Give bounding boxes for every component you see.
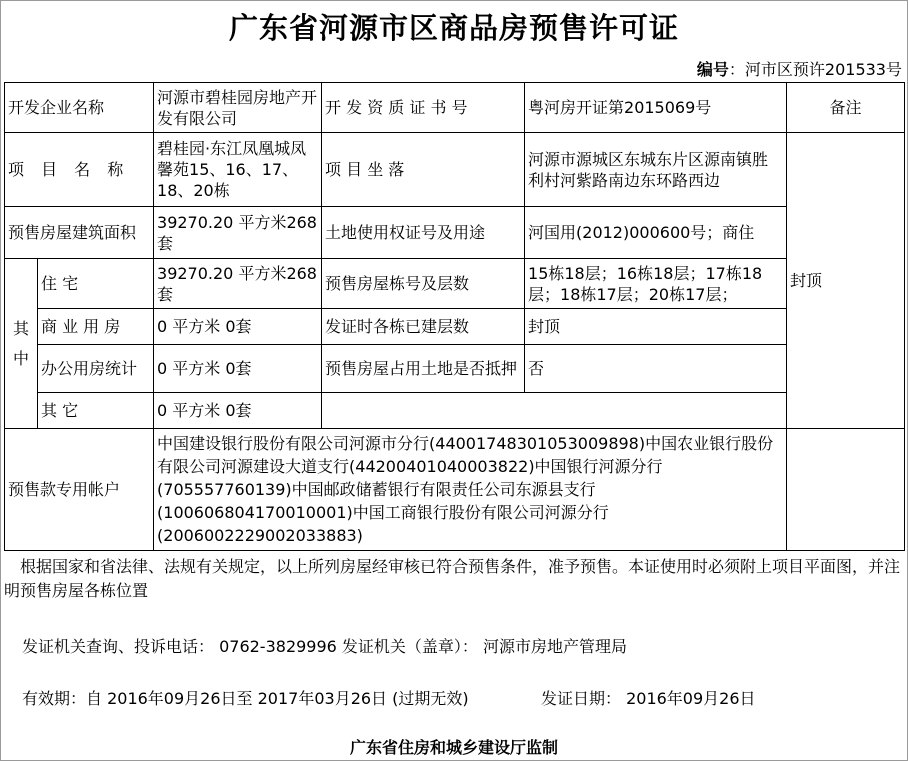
blank-cell bbox=[322, 393, 905, 429]
supervisor-footer: 广东省住房和城乡建设厅监制 bbox=[349, 738, 558, 757]
certificate-number-label: 编号 bbox=[696, 60, 729, 79]
commercial-label: 商 业 用 房 bbox=[38, 309, 154, 345]
land-cert-value: 河国用(2012)000600号；商住 bbox=[525, 207, 787, 259]
other-value: 0 平方米 0套 bbox=[154, 393, 322, 429]
contact-line: 发证机关查询、投诉电话： 0762-3829996 发证机关（盖章）： 河源市房地产管理局 bbox=[22, 637, 628, 656]
buildings-label: 预售房屋栋号及层数 bbox=[322, 259, 525, 309]
other-label: 其 它 bbox=[38, 393, 154, 429]
validity-line: 有效期：自 2016年09月26日至 2017年03月26日 (过期无效) bbox=[22, 689, 469, 708]
certificate-number-value: ：河市区预许201533号 bbox=[728, 60, 902, 79]
location-label: 项 目 坐 落 bbox=[322, 133, 525, 207]
qualification-label: 开 发 资 质 证 书 号 bbox=[322, 83, 525, 133]
presale-info-table bbox=[4, 82, 905, 551]
account-value: 中国建设银行股份有限公司河源市分行(44001748301053009898)中国农业银行股份有限公司河源建设大道支行(44200401040003822)中国银行河源分行(705557760139)中国邮政储蓄银行有限责任公司东源县支行(100606804170010001)中国工商银行股份有限公司河源分行(2006002229002033883) bbox=[154, 429, 787, 551]
remarks-value: 封顶 bbox=[787, 133, 905, 429]
built-floors-value: 封顶 bbox=[525, 309, 787, 345]
residential-label: 住 宅 bbox=[38, 259, 154, 309]
remarks-label: 备注 bbox=[787, 83, 905, 133]
certificate-title: 广东省河源市区商品房预售许可证 bbox=[228, 11, 679, 45]
presale-area-value: 39270.20 平方米268套 bbox=[154, 207, 322, 259]
office-label: 办公用房统计 bbox=[38, 345, 154, 393]
issue-date: 发证日期： 2016年09月26日 bbox=[541, 689, 756, 708]
account-label: 预售款专用帐户 bbox=[5, 429, 154, 551]
land-mortgage-value: 否 bbox=[525, 345, 787, 393]
residential-value: 39270.20 平方米268套 bbox=[154, 259, 322, 309]
presale-area-label: 预售房屋建筑面积 bbox=[5, 207, 154, 259]
approval-statement: 根据国家和省法律、法规有关规定，以上所列房屋经审核已符合预售条件，准予预售。本证使用时必须附上项目平面图，并注明预售房屋各栋位置 bbox=[4, 557, 901, 600]
built-floors-label: 发证时各栋已建层数 bbox=[322, 309, 525, 345]
developer-label: 开发企业名称 bbox=[5, 83, 154, 133]
office-value: 0 平方米 0套 bbox=[154, 345, 322, 393]
project-name-value: 碧桂园·东江凤凰城凤馨苑15、16、17、18、20栋 bbox=[154, 133, 322, 207]
project-name-label: 项 目 名 称 bbox=[5, 133, 154, 207]
buildings-value: 15栋18层；16栋18层；17栋18层；18栋17层；20栋17层； bbox=[525, 259, 787, 309]
land-cert-label: 土地使用权证号及用途 bbox=[322, 207, 525, 259]
of-which-label: 其中 bbox=[5, 259, 38, 429]
land-mortgage-label: 预售房屋占用土地是否抵押 bbox=[322, 345, 525, 393]
account-remarks-cell bbox=[787, 429, 905, 551]
qualification-value: 粤河房开证第2015069号 bbox=[525, 83, 787, 133]
location-value: 河源市源城区东城东片区源南镇胜利村河紫路南边东环路西边 bbox=[525, 133, 787, 207]
commercial-value: 0 平方米 0套 bbox=[154, 309, 322, 345]
developer-value: 河源市碧桂园房地产开发有限公司 bbox=[154, 83, 322, 133]
certificate-number bbox=[697, 57, 902, 80]
